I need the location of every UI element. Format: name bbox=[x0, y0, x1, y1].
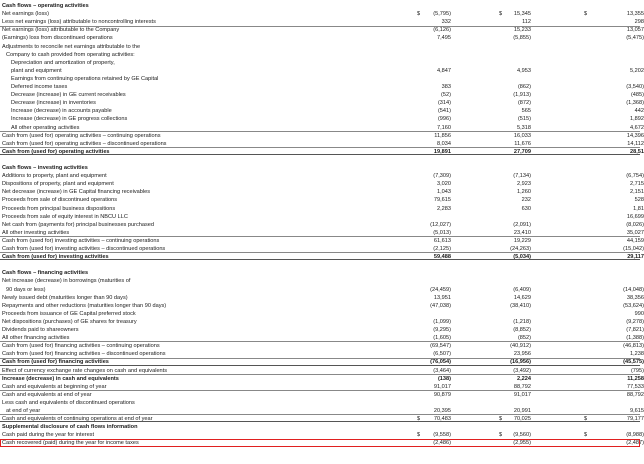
statement-row bbox=[0, 148, 644, 155]
row-label: Decrease (increase) in GE current receivables bbox=[11, 92, 126, 99]
statement-row bbox=[0, 26, 644, 34]
value-2019: 13,951 bbox=[433, 294, 451, 301]
value-2019: (996) bbox=[437, 116, 451, 123]
value-2019: (1,099) bbox=[433, 318, 451, 325]
statement-row bbox=[0, 221, 644, 229]
value-2018: 15,233 bbox=[513, 27, 531, 34]
value-2018: 20,991 bbox=[513, 408, 531, 414]
value-2017: (8,026) bbox=[626, 221, 644, 228]
statement-row bbox=[0, 75, 640, 83]
value-2018: (862) bbox=[517, 84, 531, 90]
value-2018: 2,923 bbox=[517, 181, 531, 188]
row-label: plant and equipment bbox=[11, 67, 62, 74]
value-2018: (9,560) bbox=[513, 432, 531, 439]
value-2018: 16,033 bbox=[513, 132, 531, 139]
value-2019: (138) bbox=[437, 375, 451, 382]
value-2018: 19,229 bbox=[513, 237, 531, 244]
statement-row bbox=[0, 132, 644, 140]
statement-row bbox=[0, 59, 640, 67]
value-2019: 91,017 bbox=[433, 383, 451, 390]
row-label: Proceeds from principal business dispositions bbox=[2, 205, 116, 212]
row-label: Cash and equivalents of continuing operations at end of year bbox=[2, 416, 153, 423]
value-2017: (2,487) bbox=[626, 440, 644, 447]
statement-row bbox=[0, 67, 644, 75]
value-2019: 8,034 bbox=[437, 140, 451, 147]
value-2018: 15,345 bbox=[513, 11, 531, 18]
value-2019: (7,309) bbox=[433, 173, 451, 180]
value-2019: (76,054) bbox=[430, 359, 451, 366]
row-label: All other operating activities bbox=[11, 124, 80, 131]
statement-row bbox=[0, 196, 644, 204]
value-2017: 14,396 bbox=[626, 132, 644, 139]
row-label: Cash from (used for) operating activities bbox=[2, 148, 110, 155]
statement-row bbox=[0, 213, 644, 221]
statement-row bbox=[0, 164, 640, 172]
value-2018: (7,134) bbox=[513, 173, 531, 180]
value-2019: (47,038) bbox=[430, 302, 451, 309]
value-2018: 91,017 bbox=[513, 391, 531, 398]
row-label: Adjustments to reconcile net earnings attributable to the bbox=[2, 43, 141, 50]
value-2017: 44,159 bbox=[626, 237, 644, 244]
value-2017: 298 bbox=[634, 19, 644, 26]
value-2017: 4,672 bbox=[630, 124, 644, 131]
value-2019: (2,125) bbox=[433, 246, 451, 252]
value-2017: (7,821) bbox=[626, 327, 644, 333]
value-2017: 29,117 bbox=[627, 254, 644, 261]
value-2018: (515) bbox=[517, 116, 531, 123]
value-2017: (485) bbox=[630, 92, 644, 99]
value-2019: (9,558) bbox=[433, 432, 451, 439]
value-2018: (852) bbox=[517, 335, 531, 342]
row-label: Cash and equivalents at end of year bbox=[2, 391, 92, 398]
statement-row bbox=[0, 2, 640, 10]
value-2017: 77,533 bbox=[626, 383, 644, 390]
value-2017: 528 bbox=[634, 197, 644, 204]
row-label: Proceeds from sale of discontinued operations bbox=[2, 197, 118, 204]
statement-row bbox=[0, 91, 644, 99]
statement-row bbox=[0, 51, 640, 59]
value-2017: (1,368) bbox=[626, 100, 644, 107]
value-2017: (9,278) bbox=[626, 318, 644, 325]
value-2018: (1,218) bbox=[513, 318, 531, 325]
currency-symbol: $ bbox=[584, 11, 588, 18]
value-2019: (3,464) bbox=[433, 367, 451, 374]
value-2019: (9,295) bbox=[433, 327, 451, 333]
row-label: Cash recovered (paid) during the year for income taxes bbox=[2, 440, 139, 447]
value-2018: (2,091) bbox=[513, 221, 531, 228]
value-2018: (8,852) bbox=[513, 327, 531, 333]
value-2019: (52) bbox=[441, 92, 451, 99]
statement-row bbox=[0, 318, 644, 326]
row-label: Cash paid during the year for interest bbox=[2, 432, 95, 439]
value-2019: (1,605) bbox=[433, 335, 451, 342]
currency-symbol: $ bbox=[417, 432, 421, 439]
value-2019: 19,891 bbox=[433, 148, 451, 155]
value-2017: 1,81 bbox=[633, 205, 644, 212]
value-2018: (38,410) bbox=[510, 302, 531, 309]
value-2017: 38,356 bbox=[626, 294, 644, 301]
row-label: Less cash and equivalents of discontinued operations bbox=[2, 399, 135, 406]
value-2019: (24,459) bbox=[430, 286, 451, 293]
row-label: Cash from (used for) financing activities – continuing operations bbox=[2, 343, 160, 350]
value-2017: (1,388) bbox=[626, 335, 644, 342]
value-2019: 332 bbox=[441, 19, 451, 26]
currency-symbol: $ bbox=[499, 432, 503, 439]
statement-row bbox=[0, 310, 644, 318]
value-2017: 13,355 bbox=[626, 11, 644, 18]
row-label: Cash from (used for) investing activities – discontinued operations bbox=[2, 246, 166, 252]
value-2019: (12,027) bbox=[430, 221, 451, 228]
statement-row bbox=[0, 205, 644, 213]
row-label: Cash from (used for) operating activities – continuing operations bbox=[2, 132, 161, 139]
value-2019: 70,483 bbox=[433, 416, 451, 423]
currency-symbol: $ bbox=[417, 11, 421, 18]
statement-row bbox=[0, 253, 644, 261]
value-2018: 23,956 bbox=[513, 351, 531, 358]
value-2019: 59,488 bbox=[433, 254, 451, 261]
row-label: Net earnings (loss) attributable to the Company bbox=[2, 27, 120, 34]
row-label: Effect of currency exchange rate changes on cash and equivalents bbox=[2, 367, 168, 374]
value-2019: 11,856 bbox=[434, 132, 451, 139]
row-label: Net increase (decrease) in borrowings (maturities of bbox=[2, 278, 131, 285]
statement-row bbox=[0, 302, 644, 310]
value-2018: (24,263) bbox=[510, 246, 531, 252]
row-label: Proceeds from issuance of GE Capital preferred stock bbox=[2, 310, 136, 317]
statement-row bbox=[0, 375, 644, 383]
currency-symbol: $ bbox=[499, 416, 503, 423]
value-2017: (6,754) bbox=[626, 173, 644, 180]
value-2018: 2,224 bbox=[517, 375, 531, 382]
value-2018: 5,318 bbox=[517, 124, 531, 131]
value-2018: 630 bbox=[521, 205, 531, 212]
value-2019: 383 bbox=[441, 84, 451, 90]
value-2018: (16,956) bbox=[510, 359, 531, 366]
row-label: Dispositions of property, plant and equipment bbox=[2, 181, 114, 188]
value-2018: 1,260 bbox=[517, 189, 531, 196]
row-label: Cash and equivalents at beginning of year bbox=[2, 383, 107, 390]
statement-row bbox=[0, 237, 644, 245]
value-2018: (5,855) bbox=[513, 35, 531, 42]
currency-symbol: $ bbox=[584, 416, 588, 423]
row-label: Earnings from continuing operations retained by GE Capital bbox=[11, 75, 159, 82]
row-label: Increase (decrease) in accounts payable bbox=[11, 108, 112, 115]
statement-row bbox=[0, 34, 644, 42]
row-label: Less net earnings (loss) attributable to noncontrolling interests bbox=[2, 19, 156, 26]
value-2018: (3,492) bbox=[513, 367, 531, 374]
value-2017: 990 bbox=[634, 310, 644, 317]
value-2018: 112 bbox=[522, 19, 531, 26]
statement-row bbox=[0, 10, 644, 18]
row-label: Cash flows – investing activities bbox=[2, 165, 88, 171]
value-2019: (69,547) bbox=[430, 343, 451, 350]
highlight-box bbox=[0, 439, 640, 447]
row-label: Proceeds from sale of equity interest in NBCU LLC bbox=[2, 213, 128, 220]
statement-row bbox=[0, 286, 644, 294]
value-2019: 2,283 bbox=[437, 205, 451, 212]
statement-row bbox=[0, 326, 644, 334]
statement-row bbox=[0, 269, 640, 277]
value-2017: 88,792 bbox=[626, 391, 644, 398]
row-label: Net cash from (payments for) principal businesses purchased bbox=[2, 221, 155, 228]
value-2017: 442 bbox=[634, 108, 644, 115]
value-2019: (6,126) bbox=[433, 27, 451, 34]
row-label: Cash from (used for) financing activities bbox=[2, 359, 109, 366]
value-2019: (2,486) bbox=[433, 440, 451, 447]
value-2017: (45,575) bbox=[623, 359, 644, 366]
row-label: Depreciation and amortization of property, bbox=[11, 59, 115, 66]
value-2018: (872) bbox=[517, 100, 531, 107]
value-2017: 16,699 bbox=[626, 213, 644, 220]
statement-row bbox=[0, 188, 644, 196]
value-2019: (5,795) bbox=[433, 11, 451, 18]
value-2019: 3,020 bbox=[437, 181, 451, 188]
value-2018: 565 bbox=[521, 108, 531, 115]
value-2018: 23,410 bbox=[513, 229, 531, 236]
row-label: Cash from (used for) operating activities – discontinued operations bbox=[2, 140, 167, 147]
value-2019: 61,613 bbox=[433, 237, 451, 244]
value-2017: 1,892 bbox=[630, 116, 644, 123]
row-label: Net decrease (increase) in GE Capital financing receivables bbox=[2, 189, 150, 196]
value-2017: 14,112 bbox=[627, 140, 644, 147]
value-2017: (14,048) bbox=[623, 286, 644, 293]
statement-row bbox=[0, 277, 640, 285]
value-2018: (40,912) bbox=[510, 343, 531, 350]
statement-row bbox=[0, 431, 644, 439]
value-2019: 7,160 bbox=[437, 124, 451, 131]
statement-row bbox=[0, 358, 644, 366]
value-2017: 79,177 bbox=[626, 416, 644, 423]
row-label: Repayments and other reductions (maturities longer than 90 days) bbox=[2, 302, 167, 309]
row-label: Increase (decrease) in cash and equivalents bbox=[2, 375, 119, 382]
statement-row bbox=[0, 261, 640, 269]
value-2019: (5,013) bbox=[433, 229, 451, 236]
currency-symbol: $ bbox=[499, 11, 503, 18]
value-2019: (6,507) bbox=[433, 351, 451, 358]
statement-row bbox=[0, 172, 644, 180]
statement-row bbox=[0, 107, 644, 115]
row-label: All other financing activities bbox=[2, 335, 70, 342]
row-label: Cash flows – operating activities bbox=[2, 3, 89, 9]
statement-row bbox=[0, 294, 644, 302]
row-label: Company to cash provided from operating activities: bbox=[6, 51, 135, 58]
value-2019: (314) bbox=[437, 100, 451, 107]
value-2019: 1,043 bbox=[437, 189, 451, 196]
statement-row bbox=[0, 391, 644, 399]
value-2018: 232 bbox=[521, 197, 531, 204]
value-2017: (46,813) bbox=[623, 343, 644, 350]
row-label: Deferred income taxes bbox=[11, 84, 68, 90]
value-2019: 79,615 bbox=[433, 197, 451, 204]
statement-row bbox=[0, 415, 644, 423]
row-label: 90 days or less) bbox=[6, 286, 46, 293]
statement-row bbox=[0, 180, 644, 188]
statement-row bbox=[0, 399, 640, 407]
row-label: Decrease (increase) in inventories bbox=[11, 100, 96, 107]
row-label: Additions to property, plant and equipment bbox=[2, 173, 107, 180]
row-label: Cash from (used for) financing activities – discontinued operations bbox=[2, 351, 166, 358]
row-label: Cash flows – financing activities bbox=[2, 270, 89, 277]
value-2017: (8,988) bbox=[626, 432, 644, 439]
value-2017: 1,238 bbox=[630, 351, 644, 358]
statement-row bbox=[0, 156, 640, 164]
value-2018: 11,676 bbox=[514, 140, 531, 147]
currency-symbol: $ bbox=[417, 416, 421, 423]
value-2018: 88,792 bbox=[513, 383, 531, 390]
row-label: at end of year bbox=[6, 408, 41, 414]
value-2018: (6,409) bbox=[513, 286, 531, 293]
value-2017: 13,057 bbox=[626, 27, 644, 34]
value-2018: (2,955) bbox=[513, 440, 531, 447]
row-label: Supplemental disclosure of cash flows information bbox=[2, 424, 138, 431]
value-2019: 20,395 bbox=[433, 408, 451, 414]
row-label: Dividends paid to shareowners bbox=[2, 327, 79, 333]
value-2018: (1,913) bbox=[513, 92, 531, 99]
value-2019: (541) bbox=[437, 108, 451, 115]
value-2017: 9,615 bbox=[630, 408, 644, 414]
statement-row bbox=[0, 342, 644, 350]
statement-row bbox=[0, 423, 640, 431]
statement-row bbox=[0, 99, 644, 107]
value-2018: 70,025 bbox=[513, 416, 531, 423]
value-2018: 4,953 bbox=[517, 67, 531, 74]
value-2017: 28,51 bbox=[630, 148, 644, 155]
row-label: (Earnings) loss from discontinued operations bbox=[2, 35, 113, 42]
value-2017: (795) bbox=[630, 367, 644, 374]
value-2017: 11,258 bbox=[627, 375, 644, 382]
value-2017: (5,475) bbox=[626, 35, 644, 42]
value-2019: 7,495 bbox=[437, 35, 451, 42]
value-2017: 35,027 bbox=[626, 229, 644, 236]
value-2017: 5,202 bbox=[630, 67, 644, 74]
row-label: Net dispositions (purchases) of GE shares for treasury bbox=[2, 318, 137, 325]
statement-row bbox=[0, 83, 644, 91]
value-2018: (5,034) bbox=[513, 254, 531, 261]
value-2018: 27,709 bbox=[513, 148, 531, 155]
row-label: Cash from (used for) investing activities bbox=[2, 254, 109, 261]
value-2019: 4,847 bbox=[437, 67, 451, 74]
statement-row bbox=[0, 43, 640, 51]
row-label: Cash from (used for) investing activities – continuing operations bbox=[2, 237, 160, 244]
currency-symbol: $ bbox=[584, 432, 588, 439]
value-2018: 14,629 bbox=[513, 294, 531, 301]
row-label: Increase (decrease) in GE progress collections bbox=[11, 116, 128, 123]
statement-row bbox=[0, 115, 644, 123]
value-2017: 2,151 bbox=[630, 189, 644, 196]
row-label: All other investing activities bbox=[2, 229, 70, 236]
value-2017: 2,715 bbox=[630, 181, 644, 188]
value-2017: (15,042) bbox=[623, 246, 644, 252]
row-label: Net earnings (loss) bbox=[2, 11, 49, 18]
value-2019: 90,879 bbox=[433, 391, 451, 398]
value-2017: (53,624) bbox=[623, 302, 644, 309]
value-2017: (3,540) bbox=[626, 84, 644, 90]
row-label: Newly issued debt (maturities longer than 90 days) bbox=[2, 294, 128, 301]
